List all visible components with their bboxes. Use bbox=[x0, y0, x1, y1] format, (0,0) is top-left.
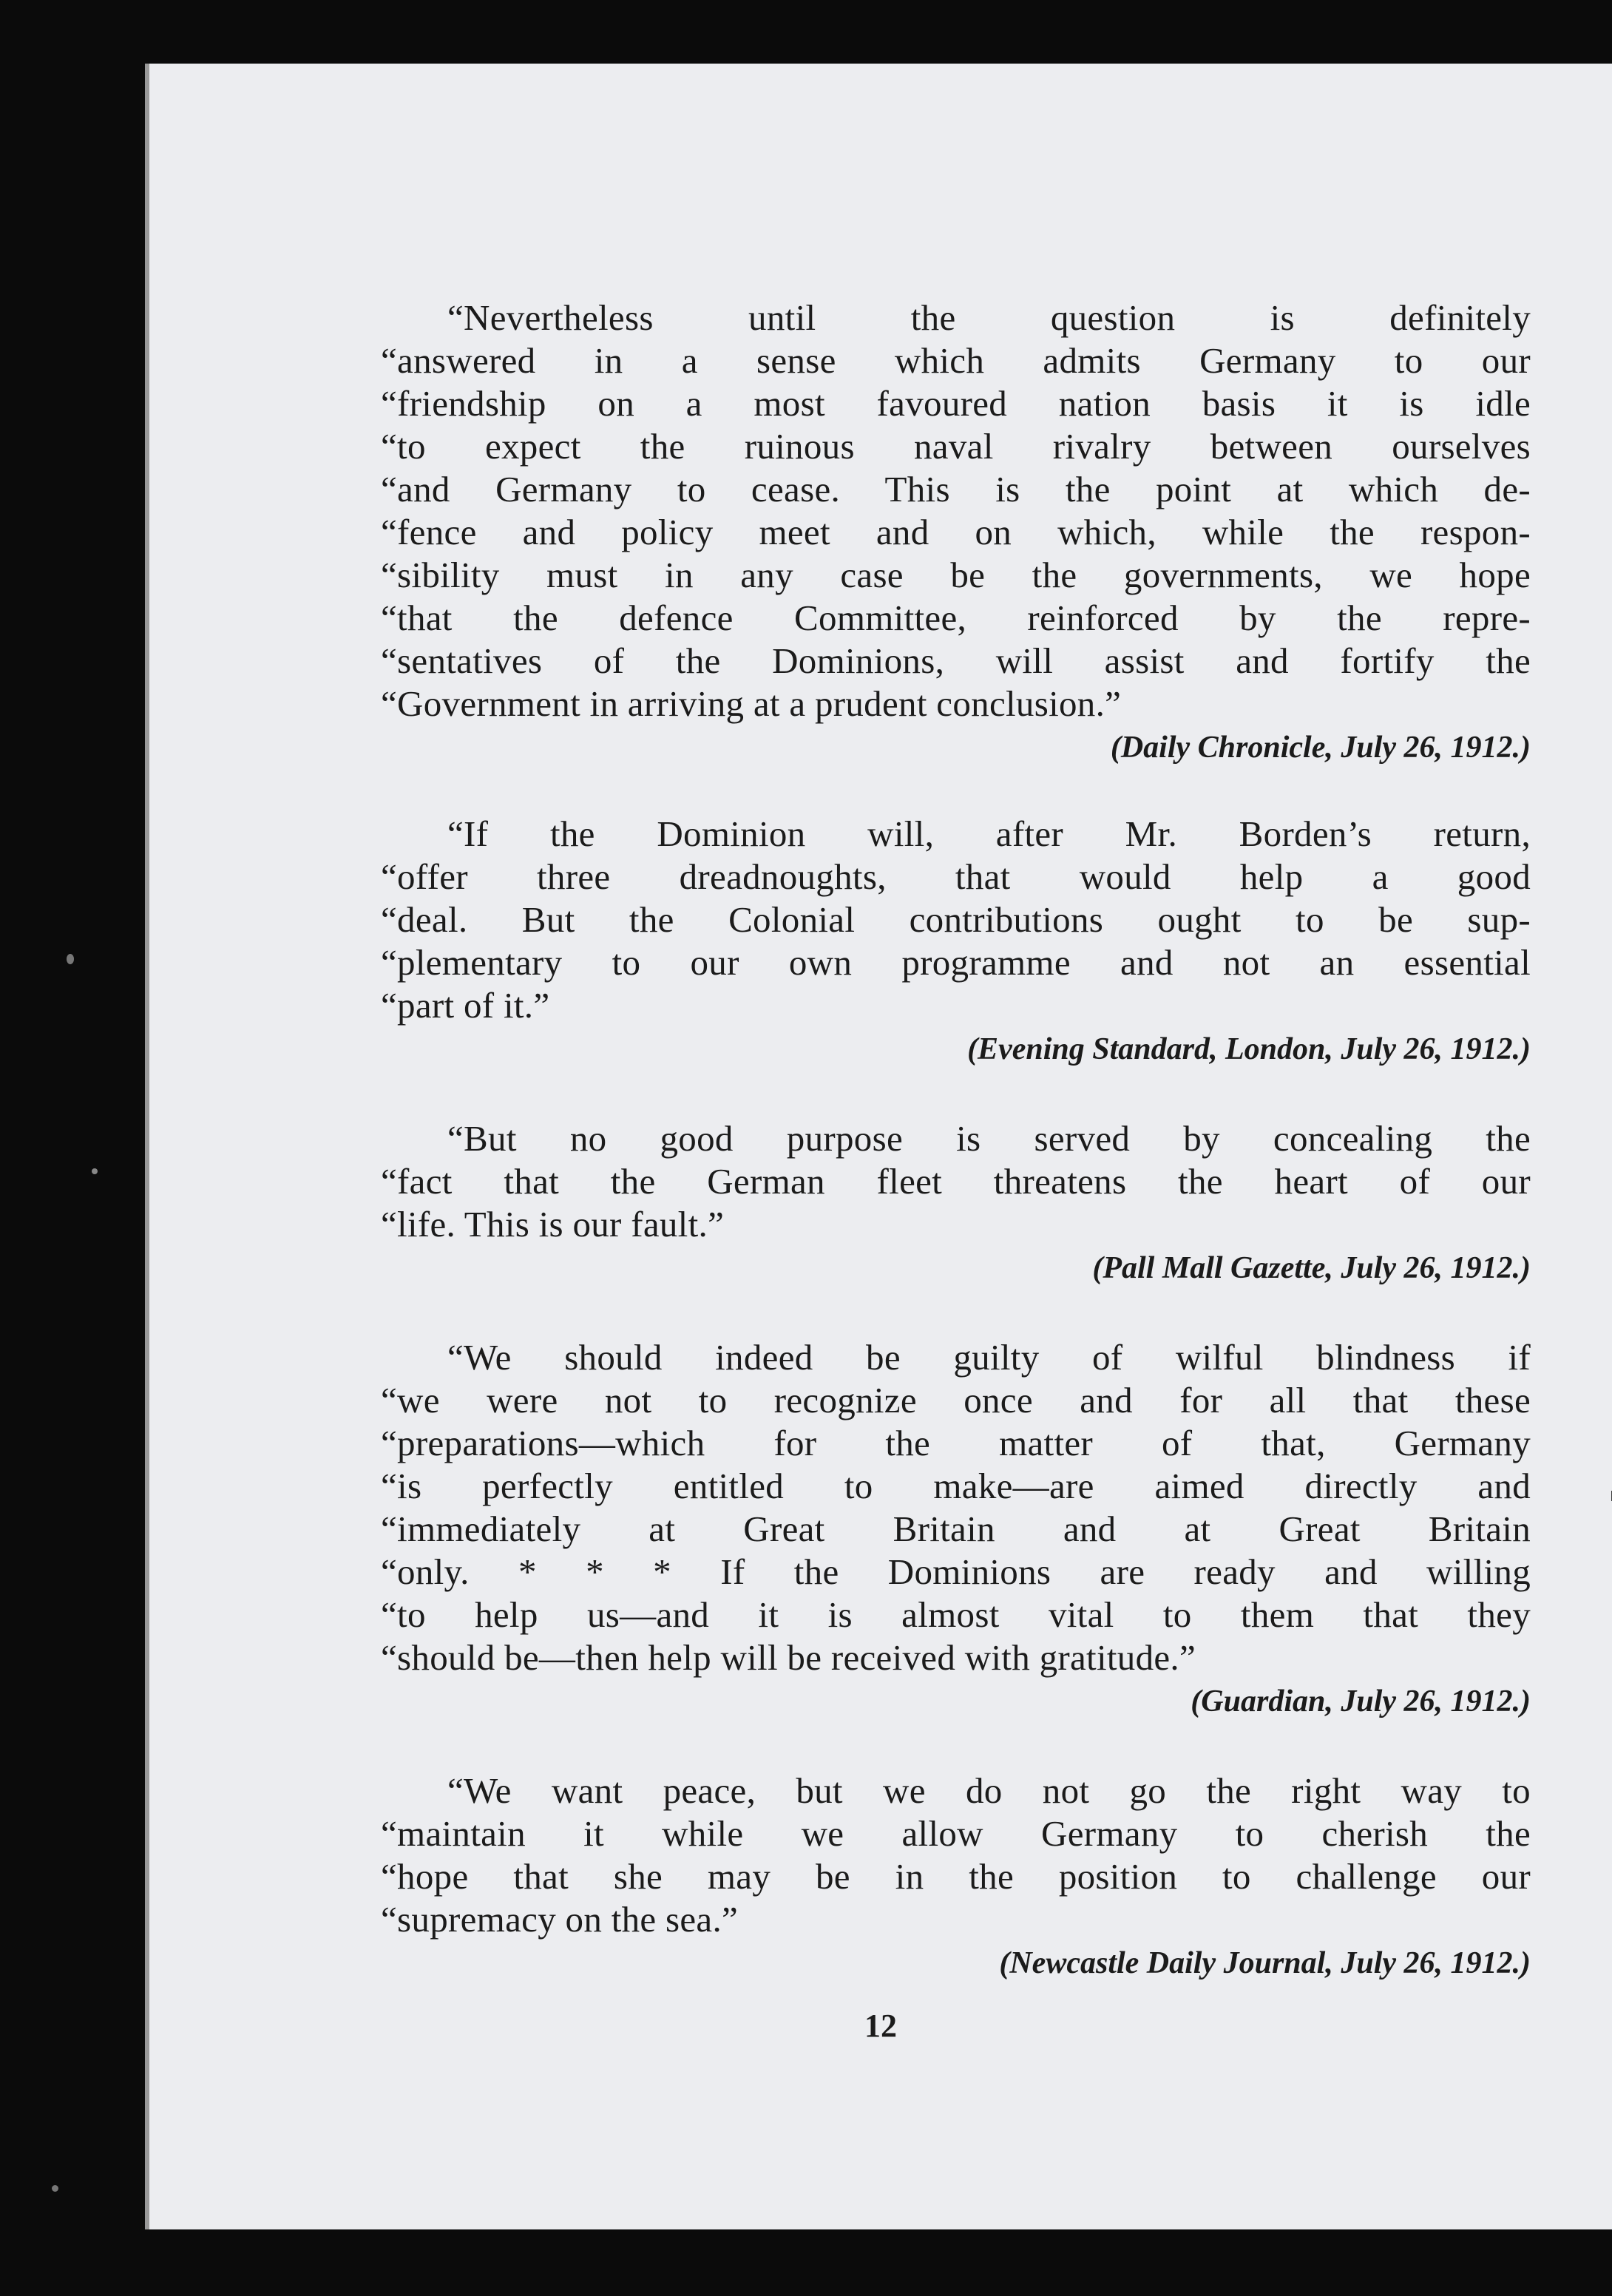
quote-line: “We should indeed be guilty of wilful blindness if bbox=[447, 1337, 1531, 1378]
quote-daily-chronicle bbox=[381, 297, 1531, 767]
quote-line: “If the Dominion will, after Mr. Borden’s return, bbox=[447, 813, 1531, 854]
quote-guardian bbox=[381, 1336, 1531, 1721]
page-number: 12 bbox=[864, 2008, 897, 2044]
quote-evening-standard bbox=[381, 813, 1531, 1069]
quote-line: “offer three dreadnoughts, that would help a good bbox=[381, 856, 1531, 897]
quote-line: “plementary to our own programme and not an essential bbox=[381, 942, 1531, 983]
quote-source: (Daily Chronicle, July 26, 1912.) bbox=[1110, 731, 1531, 765]
quote-line: “Nevertheless until the question is definitely bbox=[447, 297, 1531, 338]
quote-line: “is perfectly entitled to make—are aimed directly and bbox=[381, 1466, 1531, 1506]
quote-line: “only. * * * If the Dominions are ready and willing bbox=[381, 1551, 1531, 1592]
quote-source: (Guardian, July 26, 1912.) bbox=[1191, 1684, 1531, 1718]
quote-line: “part of it.” bbox=[381, 985, 550, 1026]
quote-line: “We want peace, but we do not go the right way to bbox=[447, 1770, 1531, 1811]
quote-line: “life. This is our fault.” bbox=[381, 1204, 725, 1244]
quote-line: “we were not to recognize once and for all that these bbox=[381, 1380, 1531, 1420]
quote-line: “sentatives of the Dominions, will assist and fortify the bbox=[381, 640, 1531, 681]
document-page bbox=[145, 64, 1612, 2229]
scan-speck bbox=[92, 1168, 98, 1174]
quote-line: “that the defence Committee, reinforced by the repre- bbox=[381, 597, 1531, 638]
quote-line: “deal. But the Colonial contributions ought to be sup- bbox=[381, 899, 1531, 940]
quote-line: “preparations—which for the matter of that, Germany bbox=[381, 1423, 1531, 1463]
quote-source: (Evening Standard, London, July 26, 1912.) bbox=[967, 1032, 1531, 1066]
quote-line: “friendship on a most favoured nation basis it is idle bbox=[381, 383, 1531, 424]
quote-line: “maintain it while we allow Germany to cherish the bbox=[381, 1813, 1531, 1854]
quote-line: “and Germany to cease. This is the point at which de- bbox=[381, 469, 1531, 509]
scan-speck bbox=[67, 954, 74, 964]
quotes-column bbox=[381, 297, 1531, 1982]
quote-line: “sibility must in any case be the governments, we hope bbox=[381, 555, 1531, 595]
quote-line: “immediately at Great Britain and at Great Britain bbox=[381, 1508, 1531, 1549]
quote-line: “hope that she may be in the position to challenge our bbox=[381, 1856, 1531, 1897]
quote-line: “to help us—and it is almost vital to them that they bbox=[381, 1594, 1531, 1635]
quote-line: “fact that the German fleet threatens the heart of our bbox=[381, 1161, 1531, 1202]
quote-line: “fence and policy meet and on which, while the respon- bbox=[381, 512, 1531, 552]
quote-source: (Pall Mall Gazette, July 26, 1912.) bbox=[1092, 1251, 1531, 1285]
quote-line: “But no good purpose is served by concealing the bbox=[447, 1118, 1531, 1159]
quote-line: “should be—then help will be received with gratitude.” bbox=[381, 1637, 1196, 1678]
quote-newcastle-daily-journal bbox=[381, 1770, 1531, 1982]
quote-line: “supremacy on the sea.” bbox=[381, 1899, 739, 1940]
quote-pall-mall-gazette bbox=[381, 1117, 1531, 1287]
quote-line: “to expect the ruinous naval rivalry between ourselves bbox=[381, 426, 1531, 467]
quote-source: (Newcastle Daily Journal, July 26, 1912.) bbox=[999, 1946, 1531, 1980]
quote-line: “Government in arriving at a prudent conclusion.” bbox=[381, 683, 1122, 724]
quote-line: “answered in a sense which admits Germany to our bbox=[381, 340, 1531, 381]
scan-speck bbox=[52, 2185, 58, 2192]
